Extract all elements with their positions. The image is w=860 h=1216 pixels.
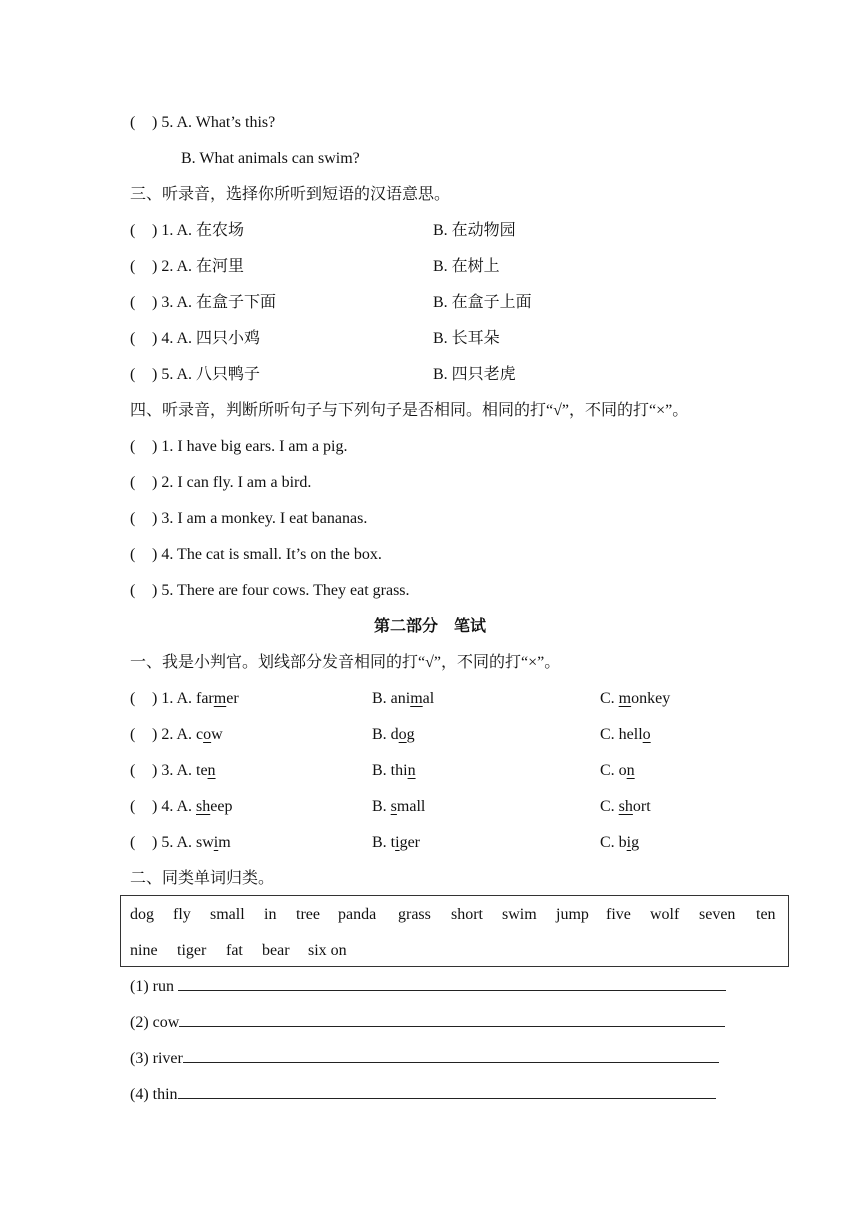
category-label: (4) thin bbox=[130, 1086, 178, 1103]
option-c bbox=[600, 789, 651, 825]
underlined-sound: m bbox=[410, 690, 423, 707]
word-part: B. thi bbox=[372, 762, 408, 779]
underlined-sound: sh bbox=[618, 798, 633, 815]
option-b bbox=[372, 789, 425, 825]
answer-bracket: ( bbox=[130, 546, 136, 563]
word-part: C. hell bbox=[600, 726, 643, 743]
category-line-3 bbox=[130, 1041, 719, 1077]
word-bank-word: dog bbox=[130, 906, 154, 923]
word-bank-word: fly bbox=[173, 906, 191, 923]
underlined-sound: n bbox=[626, 762, 635, 779]
answer-bracket: ( bbox=[130, 510, 136, 527]
question-row bbox=[130, 429, 347, 465]
answer-bracket: ( bbox=[130, 474, 136, 491]
option-c bbox=[600, 825, 639, 861]
question-text: ) 3. I am a monkey. I eat bananas. bbox=[152, 510, 368, 527]
word-part: g bbox=[406, 726, 415, 743]
answer-bracket: ( bbox=[130, 798, 136, 815]
word-bank-word: in bbox=[264, 906, 277, 923]
underlined-sound: o bbox=[642, 726, 651, 743]
word-bank-word: bear bbox=[262, 942, 290, 959]
option-a: ) 1. A. 在农场 bbox=[152, 222, 245, 239]
word-bank-word: five bbox=[606, 906, 631, 923]
option-b: B. 在动物园 bbox=[433, 222, 516, 239]
underlined-sound: i bbox=[395, 834, 400, 851]
word-bank-word: six on bbox=[308, 942, 347, 959]
word-part: B. d bbox=[372, 726, 399, 743]
word-part: al bbox=[422, 690, 435, 707]
word-part: er bbox=[226, 690, 239, 707]
word-bank-word: wolf bbox=[650, 906, 680, 923]
word-part: g bbox=[631, 834, 640, 851]
option-b: B. 长耳朵 bbox=[433, 330, 500, 347]
question-text: ) 5. There are four cows. They eat grass. bbox=[152, 582, 410, 599]
word-bank-word: small bbox=[210, 906, 245, 923]
option-c bbox=[600, 681, 670, 717]
word-bank-word: short bbox=[451, 906, 483, 923]
underlined-sound: n bbox=[407, 762, 416, 779]
option-a bbox=[130, 717, 223, 753]
underlined-sound: m bbox=[618, 690, 632, 707]
category-label: (3) river bbox=[130, 1050, 183, 1067]
word-part: onkey bbox=[631, 690, 671, 707]
part-title: 第二部分 笔试 bbox=[373, 618, 486, 635]
section-title: 四、听录音，判断所听句子与下列句子是否相同。相同的打“√”，不同的打“×”。 bbox=[130, 402, 689, 419]
option-b bbox=[372, 717, 415, 753]
underlined-sound: sh bbox=[196, 798, 211, 815]
word-part: ) 3. A. te bbox=[152, 762, 208, 779]
word-part: mall bbox=[396, 798, 426, 815]
answer-bracket: ( bbox=[130, 582, 136, 599]
word-bank-word: tiger bbox=[177, 942, 207, 959]
answer-blank[interactable] bbox=[183, 1042, 719, 1063]
option-a: ) 2. A. 在河里 bbox=[152, 258, 245, 275]
option-a: ) 5. A. 八只鸭子 bbox=[152, 366, 261, 383]
question-text: ) 1. I have big ears. I am a pig. bbox=[152, 438, 348, 455]
section-title: 三、听录音，选择你所听到短语的汉语意思。 bbox=[130, 186, 451, 203]
answer-bracket: ( bbox=[130, 330, 136, 347]
underlined-sound: i bbox=[213, 834, 219, 851]
underlined-sound: o bbox=[203, 726, 212, 743]
option-a: ) 4. A. 四只小鸡 bbox=[152, 330, 261, 347]
section-title: 二、同类单词归类。 bbox=[130, 870, 275, 887]
option-b: B. What animals can swim? bbox=[181, 150, 360, 167]
option-a bbox=[130, 825, 231, 861]
answer-bracket: ( bbox=[130, 114, 136, 131]
word-part: eep bbox=[210, 798, 233, 815]
word-part: ) 1. A. far bbox=[152, 690, 214, 707]
underlined-sound: i bbox=[626, 834, 632, 851]
answer-bracket: ( bbox=[130, 762, 136, 779]
category-label: (1) run bbox=[130, 978, 178, 995]
underlined-sound: o bbox=[398, 726, 407, 743]
option-a bbox=[130, 753, 216, 789]
word-bank-box bbox=[120, 895, 789, 967]
answer-bracket: ( bbox=[130, 258, 136, 275]
word-part: B. bbox=[372, 798, 391, 815]
word-bank-word: swim bbox=[502, 906, 537, 923]
word-part: C. b bbox=[600, 834, 627, 851]
question-row bbox=[130, 105, 275, 141]
category-line-2 bbox=[130, 1005, 725, 1041]
word-part: B. t bbox=[372, 834, 396, 851]
answer-bracket: ( bbox=[130, 726, 136, 743]
word-part: C. o bbox=[600, 762, 627, 779]
question-row bbox=[130, 501, 367, 537]
question-row bbox=[130, 285, 276, 321]
question-row bbox=[130, 321, 260, 357]
option-a bbox=[130, 789, 232, 825]
answer-bracket: ( bbox=[130, 366, 136, 383]
category-label: (2) cow bbox=[130, 1014, 180, 1031]
word-bank-word: seven bbox=[699, 906, 736, 923]
word-bank-word: nine bbox=[130, 942, 158, 959]
word-bank-word: fat bbox=[226, 942, 243, 959]
underlined-sound: n bbox=[207, 762, 216, 779]
word-part: ) 5. A. sw bbox=[152, 834, 214, 851]
question-text: ) 2. I can fly. I am a bird. bbox=[152, 474, 312, 491]
option-c bbox=[600, 753, 635, 789]
option-b: B. 在树上 bbox=[433, 258, 500, 275]
word-part: ) 4. A. bbox=[152, 798, 196, 815]
option-b bbox=[372, 681, 434, 717]
word-part: ) 2. A. c bbox=[152, 726, 204, 743]
word-part: C. bbox=[600, 690, 619, 707]
option-b: B. 在盒子上面 bbox=[433, 294, 532, 311]
word-bank-word: panda bbox=[338, 906, 377, 923]
word-part: B. ani bbox=[372, 690, 411, 707]
option-b bbox=[372, 753, 416, 789]
category-line-1 bbox=[130, 969, 726, 1005]
question-row bbox=[130, 249, 244, 285]
answer-blank[interactable] bbox=[178, 970, 726, 991]
answer-bracket: ( bbox=[130, 294, 136, 311]
word-part: w bbox=[211, 726, 223, 743]
word-part: C. bbox=[600, 798, 619, 815]
option-a bbox=[130, 681, 239, 717]
answer-bracket: ( bbox=[130, 834, 136, 851]
word-part: ort bbox=[632, 798, 651, 815]
word-bank-word: jump bbox=[556, 906, 589, 923]
option-b: B. 四只老虎 bbox=[433, 366, 516, 383]
answer-bracket: ( bbox=[130, 690, 136, 707]
word-bank-word: tree bbox=[296, 906, 320, 923]
word-part: m bbox=[218, 834, 231, 851]
question-row bbox=[130, 573, 410, 609]
answer-blank[interactable] bbox=[178, 1078, 716, 1099]
question-text: ) 4. The cat is small. It’s on the box. bbox=[152, 546, 382, 563]
question-row bbox=[130, 465, 311, 501]
option-b bbox=[372, 825, 420, 861]
underlined-sound: s bbox=[390, 798, 397, 815]
word-bank-word: ten bbox=[756, 906, 776, 923]
section-title: 一、我是小判官。划线部分发音相同的打“√”，不同的打“×”。 bbox=[130, 654, 561, 671]
question-row bbox=[130, 537, 382, 573]
answer-bracket: ( bbox=[130, 438, 136, 455]
category-line-4 bbox=[130, 1077, 716, 1113]
option-c bbox=[600, 717, 651, 753]
option-a: ) 3. A. 在盒子下面 bbox=[152, 294, 277, 311]
answer-blank[interactable] bbox=[179, 1006, 725, 1027]
word-part: ger bbox=[399, 834, 421, 851]
question-row bbox=[130, 213, 244, 249]
question-row bbox=[130, 357, 260, 393]
question-text: ) 5. A. What’s this? bbox=[152, 114, 276, 131]
answer-bracket: ( bbox=[130, 222, 136, 239]
word-bank-word: grass bbox=[398, 906, 431, 923]
underlined-sound: m bbox=[213, 690, 227, 707]
